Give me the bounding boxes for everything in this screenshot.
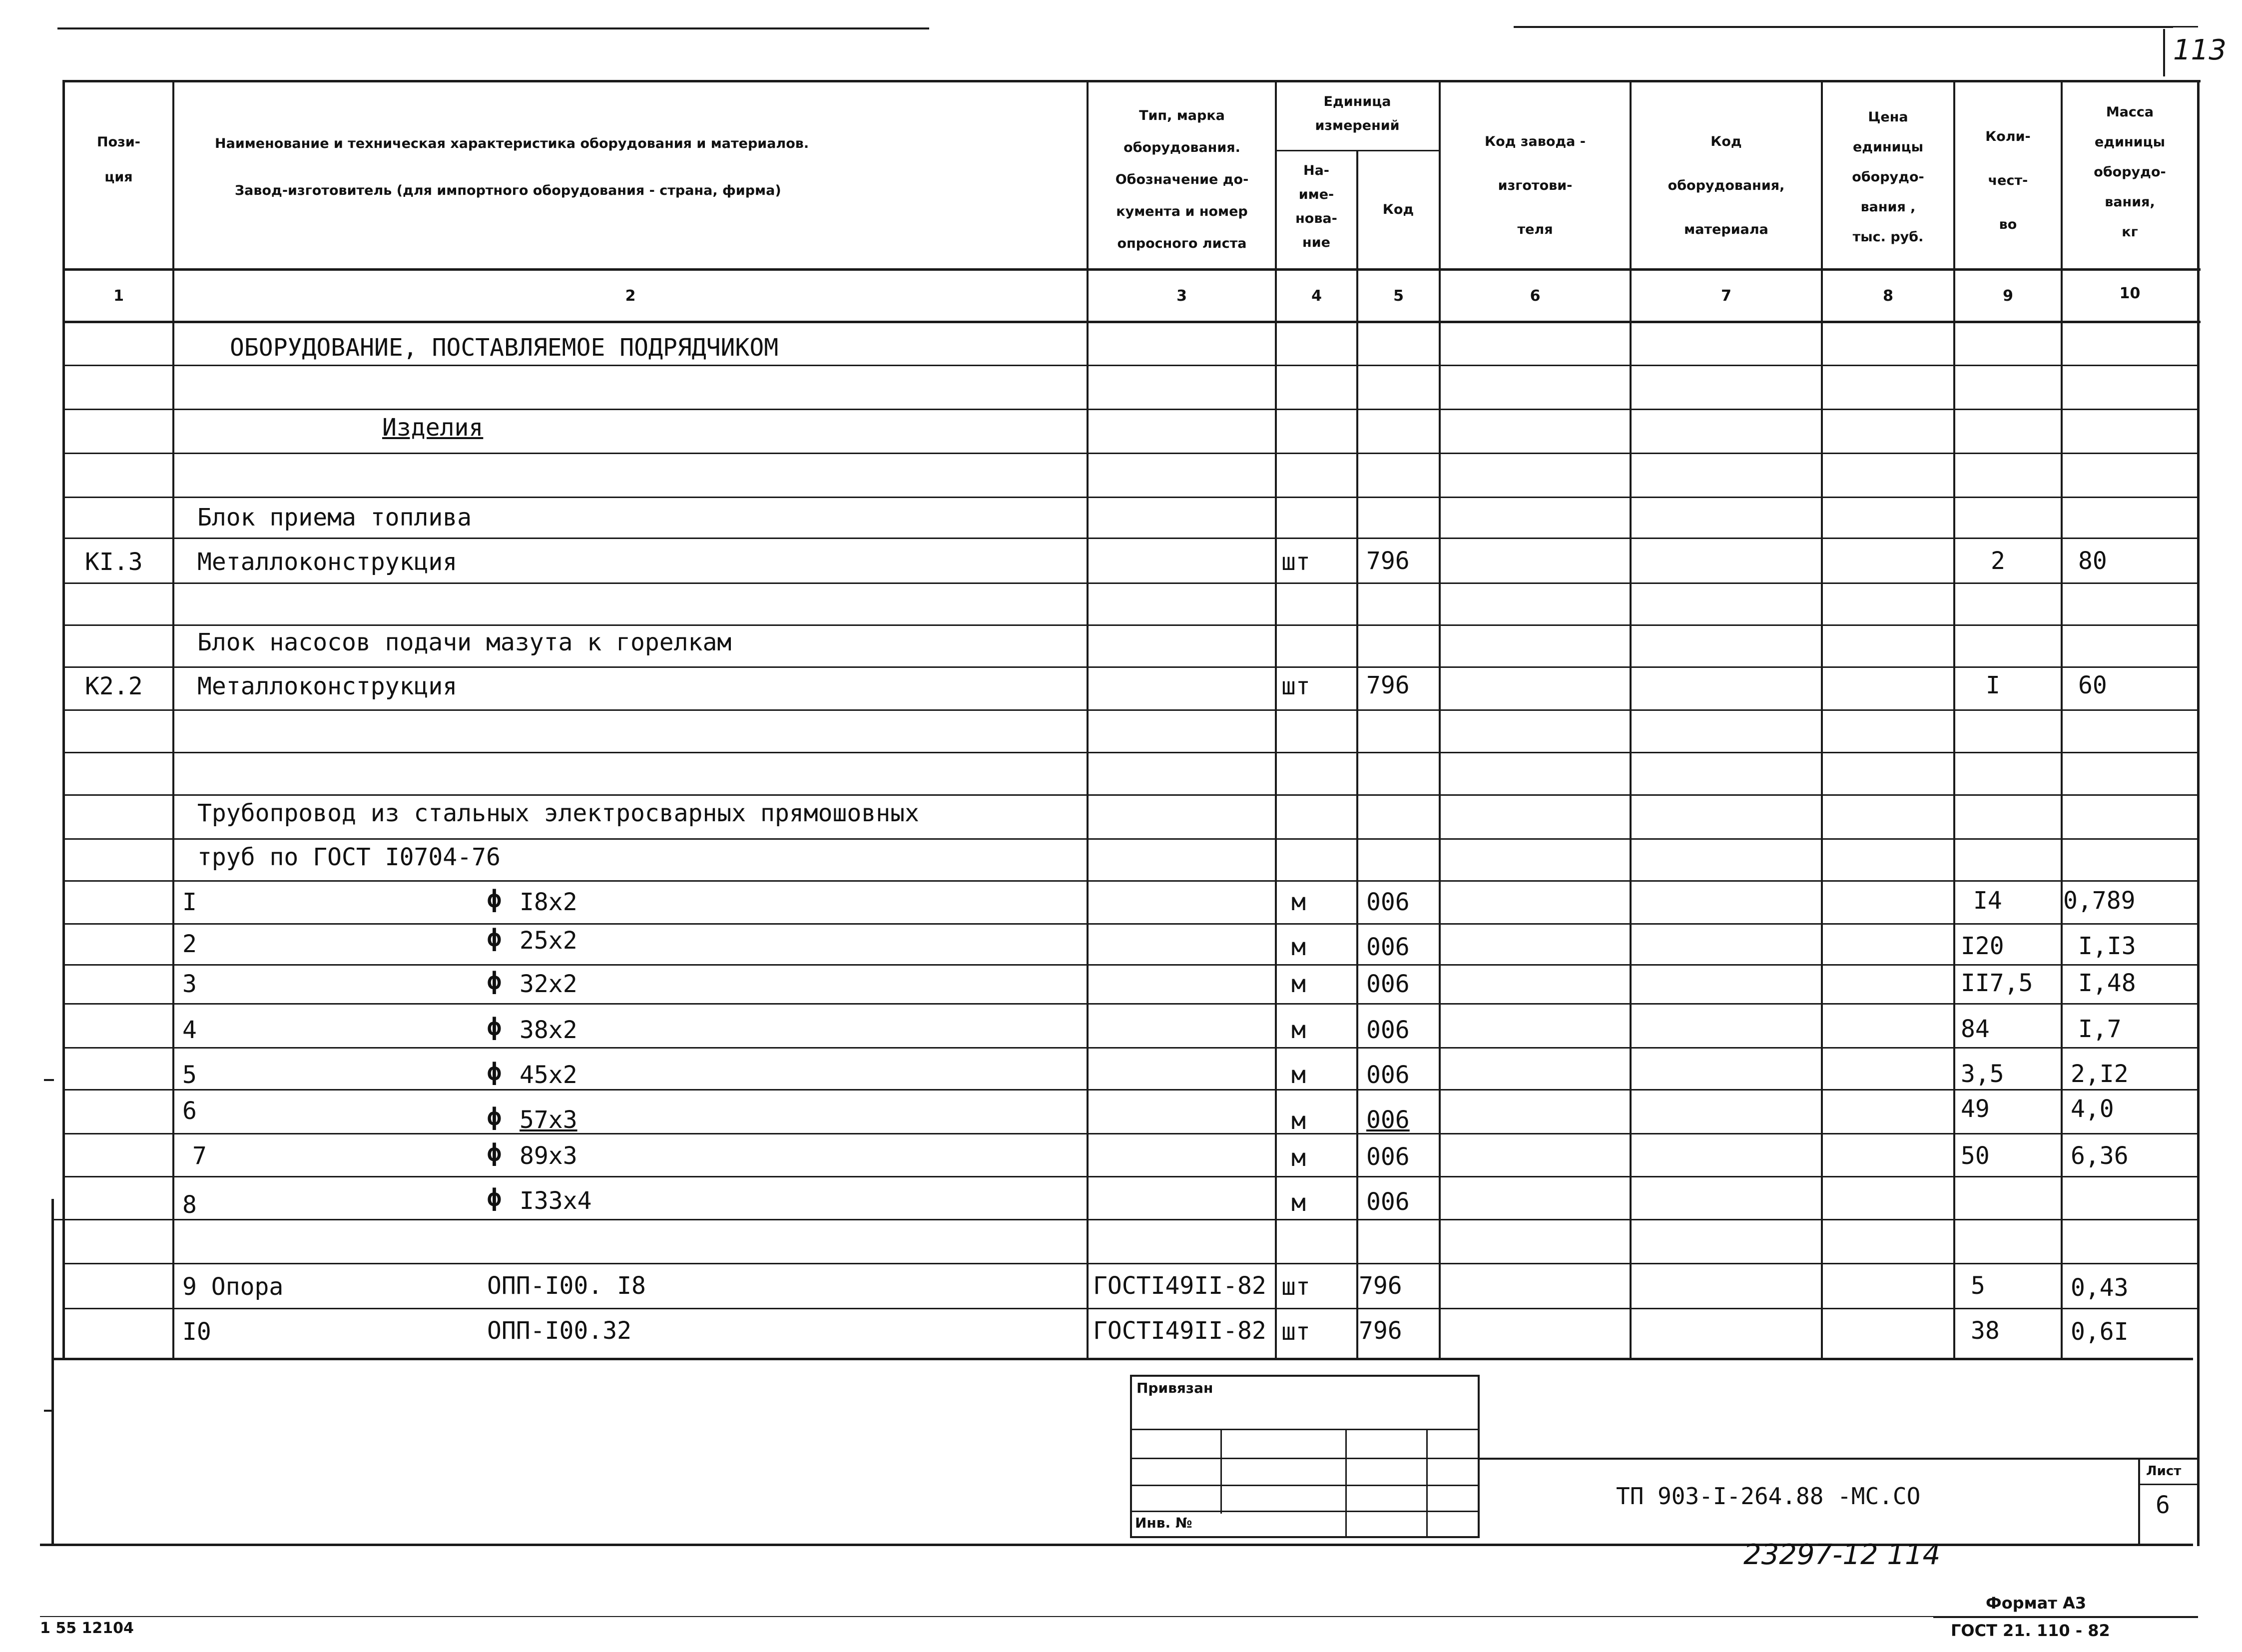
item-unit: шт [1281, 548, 1310, 576]
pipe-qty: 50 [1961, 1142, 1990, 1170]
pipe-unit: м [1291, 933, 1306, 961]
pipe-code: 006 [1366, 1143, 1410, 1171]
handwritten-number: 23297-12 114 [1743, 1539, 1941, 1571]
row-line [62, 1176, 2198, 1177]
margin-tick [44, 1410, 54, 1412]
colnum-5: 5 [1393, 287, 1404, 305]
pipe-mass: 4,0 [2071, 1095, 2114, 1123]
format-label: Формат А3 [1986, 1594, 2087, 1613]
header-unit-group: Единица измерений [1315, 94, 1400, 133]
stamp-vline [1345, 1429, 1347, 1538]
support-mass: 0,6I [2071, 1318, 2129, 1346]
pipe-num: 2 [182, 930, 197, 958]
sheet-label: Лист [2146, 1464, 2182, 1479]
pipe-size: 38x2 [520, 1016, 577, 1044]
row-line [62, 453, 2198, 454]
pipe-num: I [182, 888, 197, 916]
pipe-num: 4 [182, 1016, 197, 1044]
pipe-size: 45x2 [520, 1061, 577, 1089]
col-line-7 [1821, 80, 1823, 1359]
colnum-8: 8 [1883, 287, 1893, 305]
pipe-size: 32x2 [520, 970, 577, 998]
pipe-section-line2: труб по ГОСТ I0704-76 [197, 843, 501, 871]
row-line [62, 1089, 2198, 1091]
header-name-line1: Наименование и техническая характеристика оборудования и материалов. [215, 136, 809, 151]
header-equipment-code: Код оборудования, материала [1668, 134, 1785, 237]
pipe-code: 006 [1366, 888, 1410, 916]
pipe-size: I8x2 [520, 888, 577, 916]
diameter-icon: ϕ [487, 1184, 502, 1212]
block-fuel-pumps: Блок насосов подачи мазута к горелкам [197, 628, 732, 656]
support-num: I0 [182, 1318, 211, 1346]
colnum-bottom-border [62, 321, 2201, 323]
item-position: K2.2 [85, 672, 143, 700]
top-left-rule [57, 27, 929, 29]
footer-rule [1933, 1616, 2198, 1618]
col-line-10 [2197, 80, 2200, 1546]
row-line [62, 1047, 2198, 1049]
header-unit-code: Код [1382, 202, 1414, 217]
col-line-4 [1356, 150, 1358, 1359]
pipe-qty: 49 [1961, 1095, 1990, 1123]
section-main-title: ОБОРУДОВАНИЕ, ПОСТАВЛЯЕМОЕ ПОДРЯДЧИКОМ [230, 334, 779, 362]
pipe-unit: м [1291, 1107, 1306, 1135]
row-line [62, 409, 2198, 410]
row-line [62, 1308, 2198, 1309]
item-quantity: 2 [1991, 547, 2005, 575]
footer-left-rule [40, 1616, 1933, 1617]
stamp-inv-label: Инв. № [1135, 1515, 1192, 1531]
colnum-1: 1 [113, 287, 124, 305]
pipe-num: 8 [182, 1191, 197, 1219]
row-line [62, 624, 2198, 626]
header-factory-code: Код завода - изготови- теля [1485, 134, 1586, 237]
diameter-icon: ϕ [487, 924, 502, 952]
pipe-size: 25x2 [520, 927, 577, 955]
pipe-qty: I4 [1973, 887, 2002, 915]
item-quantity: I [1986, 671, 2000, 699]
row-line [62, 838, 2198, 840]
colnum-4: 4 [1311, 287, 1322, 305]
support-qty: 38 [1971, 1317, 2000, 1345]
diameter-icon: ϕ [487, 967, 502, 995]
pipe-mass: 0,789 [2063, 887, 2136, 915]
stamp-designation-top [1480, 1458, 2199, 1460]
block-fuel-receive: Блок приема топлива [197, 504, 472, 532]
pipe-unit: м [1291, 970, 1306, 998]
diameter-icon: ϕ [487, 885, 502, 913]
row-line [62, 538, 2198, 539]
row-line [62, 752, 2198, 753]
pipe-code: 006 [1366, 1106, 1410, 1134]
col-line-0 [62, 80, 65, 1359]
col-line-6 [1630, 80, 1632, 1359]
support-doc: ГОСТI49II-82 [1093, 1272, 1266, 1300]
section-subtitle: Изделия [382, 414, 484, 442]
col-line-0b [51, 1199, 54, 1546]
document-designation: ТП 903-I-264.88 -МС.СО [1616, 1483, 1921, 1510]
row-line [62, 964, 2198, 966]
colnum-6: 6 [1530, 287, 1541, 305]
sheet-box-left [2138, 1458, 2140, 1545]
row-line [62, 923, 2198, 925]
support-unit: шт [1281, 1273, 1310, 1301]
row-line [62, 582, 2198, 584]
support-mark: ОПП-I00.32 [487, 1317, 631, 1345]
pipe-mass: I,I3 [2078, 932, 2136, 960]
pipe-unit: м [1291, 1189, 1306, 1217]
row-line [62, 497, 2198, 498]
pipe-qty: 3,5 [1961, 1060, 2004, 1088]
pipe-unit: м [1291, 1144, 1306, 1172]
row-line [62, 1003, 2198, 1005]
pipe-code: 006 [1366, 1188, 1410, 1216]
pipe-size: 89x3 [520, 1142, 577, 1170]
diameter-icon: ϕ [487, 1139, 502, 1167]
colnum-3: 3 [1176, 287, 1187, 305]
header-quantity: Коли- чест- во [1985, 129, 2031, 232]
item-mass: 80 [2078, 547, 2107, 575]
header-type-mark: Тип, марка оборудования. Обозначение до- кумента и номер опросного листа [1115, 108, 1249, 251]
bottom-left-code: 1 55 12104 [40, 1620, 134, 1637]
row-line [62, 709, 2198, 711]
table-bottom-border [52, 1358, 2193, 1360]
stamp-vline [1426, 1429, 1428, 1538]
support-qty: 5 [1971, 1272, 1985, 1300]
support-mark: ОПП-I00. I8 [487, 1272, 646, 1300]
item-mass: 60 [2078, 671, 2107, 699]
diameter-icon: ϕ [487, 1058, 502, 1086]
col-line-2 [1087, 80, 1089, 1359]
colnum-7: 7 [1721, 287, 1731, 305]
header-position: Пози- ция [97, 134, 140, 185]
pipe-mass: 6,36 [2071, 1142, 2129, 1170]
item-position: KI.3 [85, 548, 143, 576]
table-top-border [62, 80, 2201, 82]
pipe-size: 57x3 [520, 1106, 577, 1134]
row-line [62, 666, 2198, 668]
support-doc: ГОСТI49II-82 [1093, 1317, 1266, 1345]
unit-group-divider [1275, 150, 1440, 151]
row-line [52, 1219, 2198, 1220]
pipe-mass: 2,I2 [2071, 1060, 2129, 1088]
col-line-9 [2061, 80, 2063, 1359]
pipe-unit: м [1291, 1016, 1306, 1044]
row-line [62, 1263, 2198, 1264]
item-name: Металлоконструкция [197, 548, 458, 576]
col-line-8 [1953, 80, 1955, 1359]
top-right-rule [1514, 26, 2173, 28]
item-unit-code: 796 [1366, 671, 1410, 699]
item-unit-code: 796 [1366, 547, 1410, 575]
sheet-box-divider [2138, 1484, 2198, 1485]
colnum-2: 2 [625, 287, 636, 305]
colnum-10: 10 [2119, 285, 2141, 302]
top-right-rule-2 [2148, 26, 2198, 27]
pipe-code: 006 [1366, 1061, 1410, 1089]
col-line-1 [172, 80, 174, 1359]
diameter-icon: ϕ [487, 1013, 502, 1041]
corner-box-left [2163, 29, 2165, 76]
pipe-code: 006 [1366, 970, 1410, 998]
gost-label: ГОСТ 21. 110 - 82 [1951, 1621, 2110, 1640]
pipe-unit: м [1291, 1061, 1306, 1089]
header-bottom-border [62, 268, 2201, 271]
pipe-num: 5 [182, 1061, 197, 1089]
pipe-qty: 84 [1961, 1015, 1990, 1043]
pipe-code: 006 [1366, 933, 1410, 961]
item-name: Металлоконструкция [197, 672, 458, 700]
pipe-num: 3 [182, 970, 197, 998]
stamp-vline [1220, 1429, 1222, 1514]
row-line [62, 1133, 2198, 1134]
header-name-line2: Завод-изготовитель (для импортного оборудования - страна, фирма) [235, 183, 781, 198]
header-mass: Масса единицы оборудо- вания, кг [2094, 104, 2166, 240]
row-line [62, 794, 2198, 796]
margin-tick [44, 1079, 54, 1081]
stamp-linked-label: Привязан [1136, 1380, 1213, 1396]
pipe-mass: I,48 [2078, 969, 2136, 997]
sheet-number: 6 [2156, 1491, 2170, 1519]
row-line [62, 365, 2198, 366]
pipe-mass: I,7 [2078, 1015, 2122, 1043]
pipe-size: I33x4 [520, 1187, 592, 1215]
page-corner-number: 113 [2173, 34, 2227, 66]
pipe-qty: I20 [1961, 932, 2004, 960]
support-num: 9 Опора [182, 1273, 284, 1301]
pipe-code: 006 [1366, 1016, 1410, 1044]
col-line-3 [1275, 80, 1277, 1359]
header-unit-price: Цена единицы оборудо- вания , тыс. руб. [1852, 109, 1924, 245]
pipe-section-line1: Трубопровод из стальных электросварных прямошовных [197, 799, 919, 827]
item-unit: шт [1281, 672, 1310, 700]
colnum-9: 9 [2003, 287, 2013, 305]
pipe-unit: м [1291, 888, 1306, 916]
diameter-icon: ϕ [487, 1103, 502, 1131]
support-code: 796 [1359, 1272, 1402, 1300]
pipe-num: 6 [182, 1097, 197, 1125]
header-unit-name: На- име- нова- ние [1295, 163, 1337, 250]
support-unit: шт [1281, 1318, 1310, 1346]
support-code: 796 [1359, 1317, 1402, 1345]
col-line-5 [1439, 80, 1441, 1359]
pipe-num: 7 [192, 1142, 207, 1170]
support-mass: 0,43 [2071, 1274, 2129, 1302]
pipe-qty: II7,5 [1961, 969, 2033, 997]
row-line [62, 880, 2198, 882]
